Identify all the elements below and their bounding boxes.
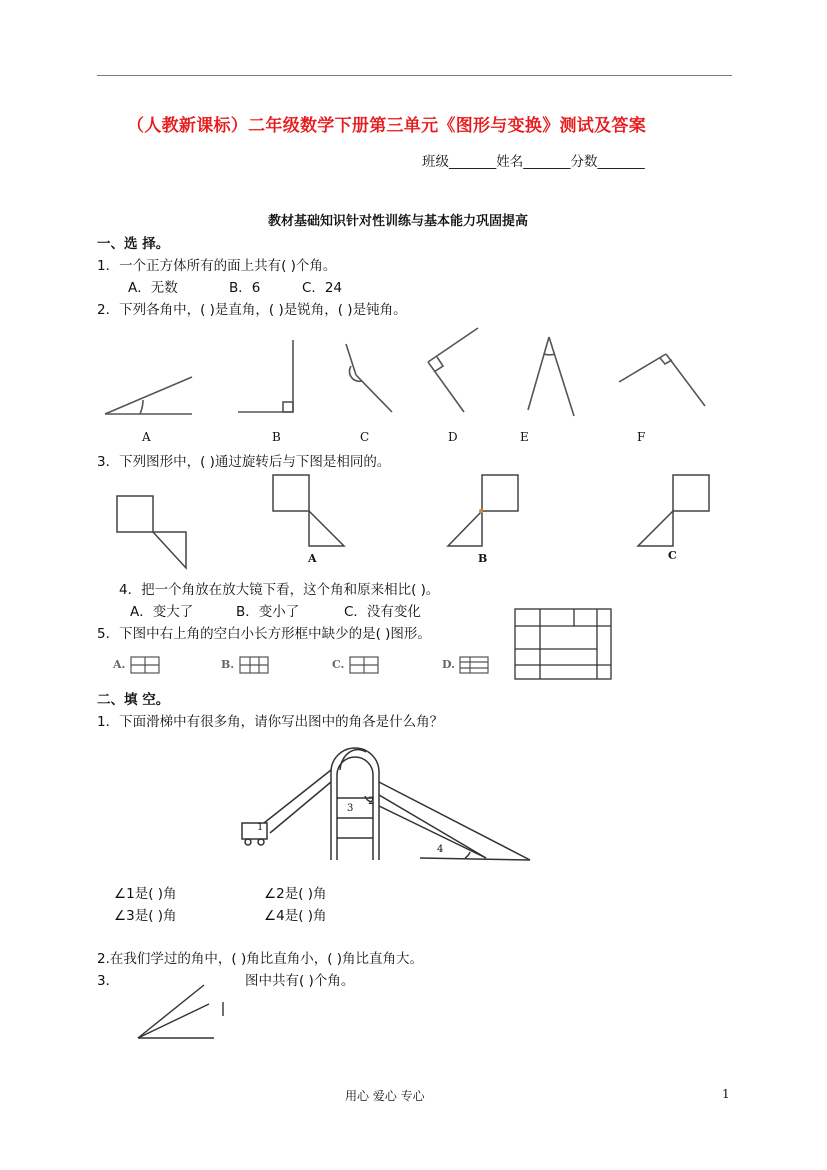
answer-angle-4: ∠4是( )角 <box>264 908 327 924</box>
rotation-label-a: A <box>308 552 317 565</box>
section-1-title: 一、选 择。 <box>97 236 170 252</box>
slide-angle-4-label: 4 <box>437 844 444 855</box>
answer-angle-1: ∠1是( )角 <box>114 886 177 902</box>
q2-3-number: 3． <box>97 973 120 989</box>
q1-5-text: 5．下图中右上角的空白小长方形框中缺少的是( )图形。 <box>97 626 431 642</box>
q1-3-text: 3．下列图形中，( )通过旋转后与下图是相同的。 <box>97 454 391 470</box>
rotation-label-b: B <box>478 552 488 565</box>
grid-option-a-label: A. <box>113 658 126 671</box>
section-2-title: 二、填 空。 <box>97 692 170 708</box>
angle-label-d: D <box>448 430 458 444</box>
q2-1-text: 1．下面滑梯中有很多角，请你写出图中的角各是什么角？ <box>97 714 444 730</box>
student-info-line: 班级_______姓名_______分数_______ <box>422 154 645 170</box>
q2-3-text: 图中共有( )个角。 <box>245 973 355 989</box>
footer-text: 用心 爱心 专心 <box>345 1089 425 1103</box>
slide-angle-3-label: 3 <box>347 803 354 814</box>
q1-1-text: 1．一个正方体所有的面上共有( )个角。 <box>97 258 337 274</box>
angle-label-c: C <box>360 430 370 444</box>
angle-label-e: E <box>520 430 529 444</box>
q1-1-option-c: C．24 <box>302 280 343 296</box>
grid-option-d-label: D. <box>442 658 455 671</box>
grid-option-c-label: C. <box>332 658 345 671</box>
q2-2-text: 2.在我们学过的角中，( )角比直角小，( )角比直角大。 <box>97 951 424 967</box>
q1-4-text: 4．把一个角放在放大镜下看，这个角和原来相比( )。 <box>119 582 440 598</box>
q1-4-option-c: C．没有变化 <box>344 604 421 620</box>
slide-angle-2-label: 2 <box>368 796 375 807</box>
q1-1-option-b: B．6 <box>229 280 261 296</box>
q1-2-text: 2．下列各角中，( )是直角，( )是锐角，( )是钝角。 <box>97 302 407 318</box>
document-title: （人教新课标）二年级数学下册第三单元《图形与变换》测试及答案 <box>127 116 646 136</box>
angle-label-f: F <box>637 430 646 444</box>
angle-label-a: A <box>142 430 151 444</box>
grid-option-b-label: B. <box>221 658 235 671</box>
angle-label-b: B <box>272 430 281 444</box>
slide-angle-1-label: 1 <box>257 822 264 833</box>
q1-4-option-b: B．变小了 <box>236 604 300 620</box>
answer-angle-3: ∠3是( )角 <box>114 908 177 924</box>
subheading: 教材基础知识针对性训练与基本能力巩固提高 <box>268 214 529 229</box>
page-number: 1 <box>722 1087 730 1101</box>
q1-1-option-a: A．无数 <box>128 280 178 296</box>
answer-angle-2: ∠2是( )角 <box>264 886 327 902</box>
rotation-label-c: C <box>668 549 677 562</box>
q1-4-option-a: A．变大了 <box>130 604 194 620</box>
